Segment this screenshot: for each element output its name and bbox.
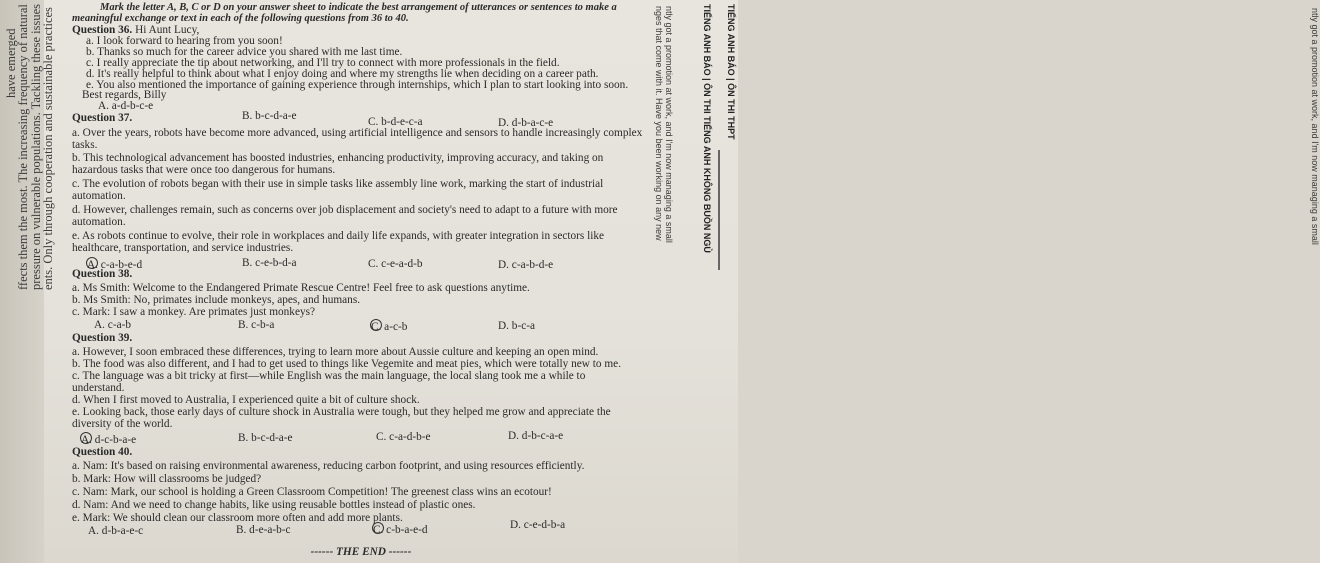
option-a[interactable]: A. a-d-b-c-e <box>98 100 154 112</box>
sentence-line: b. Ms Smith: No, primates include monkeys, apes, and humans. <box>72 294 361 306</box>
question-title: Question 38. <box>72 268 133 280</box>
option-d[interactable]: D. d-b-a-c-e <box>498 117 554 129</box>
sentence-line: hazardous tasks that were once too dangerous for humans. <box>72 164 336 176</box>
option-b[interactable]: B. b-c-d-a-e <box>238 432 293 444</box>
sentence-line: b. The food was also different, and I had to get used to things like Vegemite and meat pies, which were totally new to me. <box>72 358 622 370</box>
letter-signoff: Best regards, Billy <box>82 89 167 101</box>
sentence-line: e. Mark: We should clean our classroom more often and add more plants. <box>72 512 403 524</box>
option-c-selected[interactable]: C. a-c-b <box>371 321 408 333</box>
right-edge-rule <box>718 150 720 270</box>
question-title: Question 40. <box>72 446 133 458</box>
option-d[interactable]: D. b-c-a <box>498 320 536 332</box>
sentence-line: b. Mark: How will classrooms be judged? <box>72 473 262 485</box>
option-a-selected[interactable]: A. c-a-b-e-d <box>87 259 143 271</box>
instruction-line: Mark the letter A, B, C or D on your answer sheet to indicate the best arrangement of utterances or sentences to make a <box>100 2 617 13</box>
sentence-line: d. However, challenges remain, such as concerns over job displacement and society's need to adapt to a future with more <box>72 204 618 216</box>
sentence-line: a. However, I soon embraced these differences, trying to learn more about Aussie culture and keeping an open mind. <box>72 346 599 358</box>
sentence-line: healthcare, transportation, and service industries. <box>72 242 294 254</box>
right-edge-brand: TIẾNG ANH BÁO | ÔN THI THPT <box>726 4 736 140</box>
option-d[interactable]: D. c-e-d-b-a <box>510 519 566 531</box>
sentence-line: a. Ms Smith: Welcome to the Endangered Primate Rescue Centre! Feel free to ask questions anytime. <box>72 282 530 294</box>
letter-greeting: Hi Aunt Lucy, <box>135 24 200 36</box>
option-c[interactable]: C. c-a-d-b-e <box>376 431 431 443</box>
sentence-line: b. Thanks so much for the career advice you shared with me last time. <box>86 46 403 58</box>
right-edge-text-area <box>654 0 738 300</box>
option-c-selected[interactable]: C. c-b-a-e-d <box>373 524 428 536</box>
question-title: Question 39. <box>72 332 133 344</box>
sentence-line: b. This technological advancement has boosted industries, enhancing productivity, improving accuracy, and taking on <box>72 152 604 164</box>
left-edge-line: ffects them the most. The increasing frequency of natural <box>16 4 30 290</box>
left-edge-line: ents. Only through cooperation and sustainable practices <box>41 7 55 290</box>
instruction-line: meaningful exchange or text in each of the following questions from 36 to 40. <box>72 13 409 24</box>
sentence-line: c. I really appreciate the tip about networking, and I'll try to connect with more professionals in the field. <box>86 57 560 69</box>
option-c[interactable]: C. b-d-e-c-a <box>368 116 423 128</box>
right-edge-line: ntly got a promotion at work, and I'm now managing a small <box>664 6 674 243</box>
option-a-selected[interactable]: A. d-c-b-a-e <box>81 434 137 446</box>
option-b[interactable]: B. d-e-a-b-c <box>236 524 291 536</box>
end-marker: ------ THE END ------ <box>310 546 412 558</box>
option-a[interactable]: A. d-b-a-e-c <box>88 525 144 537</box>
option-b[interactable]: B. c-e-b-d-a <box>242 257 297 269</box>
option-d[interactable]: D. c-a-b-d-e <box>498 259 554 271</box>
option-c[interactable]: C. c-e-a-d-b <box>368 258 423 270</box>
sentence-line: c. The evolution of robots began with their use in simple tasks like assembly line work, marking the start of industrial <box>72 178 604 190</box>
sentence-line: tasks. <box>72 139 98 151</box>
left-edge-line: have emerged <box>4 28 18 98</box>
sentence-line: e. You also mentioned the importance of gaining experience through internships, which I plan to start looking into soon. <box>86 79 629 91</box>
sentence-line: a. I look forward to hearing from you soon! <box>86 35 283 47</box>
question-title: Question 36. <box>72 24 133 36</box>
sentence-line: c. Nam: Mark, our school is holding a Green Classroom Competition! The greenest class wins an ecotour! <box>72 486 552 498</box>
exam-content <box>72 0 650 563</box>
sentence-line: automation. <box>72 216 126 228</box>
sentence-line: diversity of the world. <box>72 418 173 430</box>
left-page-edge <box>0 0 55 563</box>
option-d[interactable]: D. d-b-c-a-e <box>508 430 564 442</box>
option-b[interactable]: B. c-b-a <box>238 319 275 331</box>
sentence-line: c. Mark: I saw a monkey. Are primates just monkeys? <box>72 306 316 318</box>
right-edge-line: nges that come with it. Have you been working on any new <box>654 6 664 241</box>
sentence-line: a. Over the years, robots have become more advanced, using artificial intelligence and sensors to handle increasingly complex <box>72 127 643 139</box>
question-title: Question 37. <box>72 112 133 124</box>
right-edge-brand: TIẾNG ANH BÁO | ÔN THI TIẾNG ANH KHÔNG BUỒN NGỦ <box>702 4 712 253</box>
sentence-line: d. When I first moved to Australia, I experienced quite a bit of culture shock. <box>72 394 420 406</box>
option-b[interactable]: B. b-c-d-a-e <box>242 110 297 122</box>
sentence-line: automation. <box>72 190 126 202</box>
left-edge-line: pressure on vulnerable populations. Tackling these issues <box>29 4 43 290</box>
sentence-line: a. Nam: It's based on raising environmental awareness, reducing carbon footprint, and using resources efficiently. <box>72 460 585 472</box>
sentence-line: d. It's really helpful to think about what I enjoy doing and where my strengths lie when deciding on a career path. <box>86 68 599 80</box>
sentence-line: c. The language was a bit tricky at first—while English was the main language, the local slang took me a while to <box>72 370 586 382</box>
sentence-line: d. Nam: And we need to change habits, like using reusable bottles instead of plastic ones. <box>72 499 476 511</box>
sentence-line: understand. <box>72 382 125 394</box>
right-edge-line: ntly got a promotion at work, and I'm now managing a small <box>1310 8 1320 245</box>
sentence-line: e. As robots continue to evolve, their role in workplaces and daily life expands, with greater integration in sectors like <box>72 230 605 242</box>
sentence-line: e. Looking back, those early days of culture shock in Australia were tough, but they helped me grow and appreciate the <box>72 406 611 418</box>
option-a[interactable]: A. c-a-b <box>94 319 132 331</box>
